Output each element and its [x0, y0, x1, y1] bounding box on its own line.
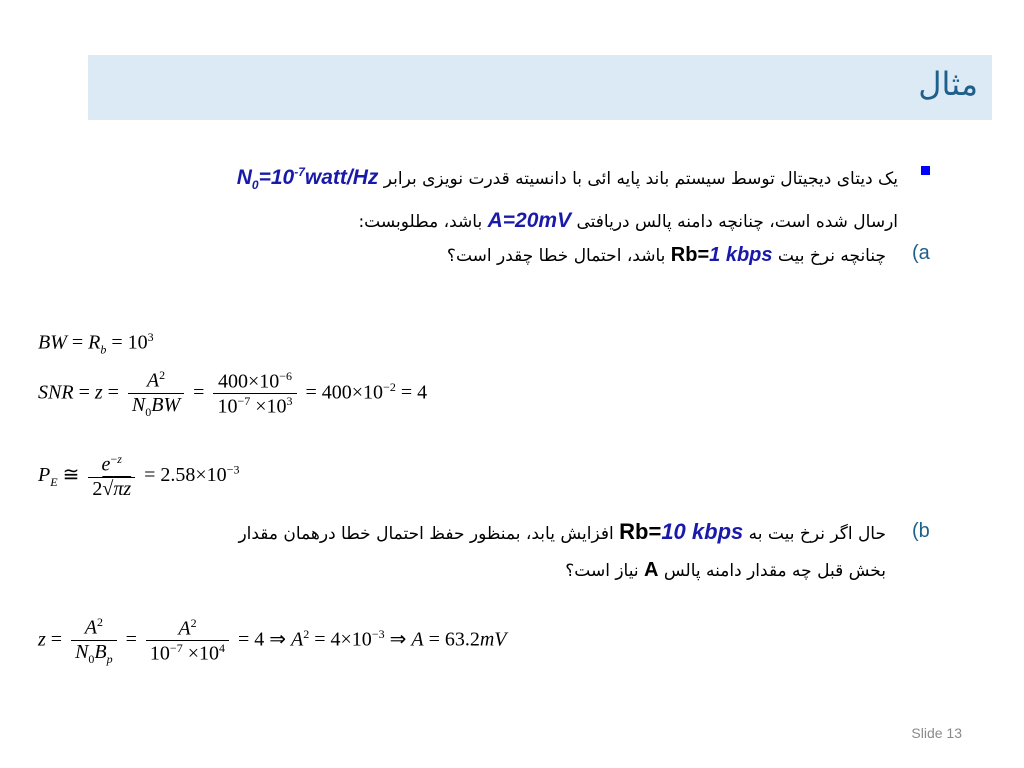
part-b-line-2	[96, 552, 886, 589]
part-b-text-before: حال اگر نرخ بیت به	[748, 524, 886, 544]
equation-bw: BW = $R_b = 10^3$	[38, 330, 154, 357]
part-b-amplitude-var: A	[644, 559, 659, 581]
slide-title: مثال	[918, 65, 978, 103]
part-a-question	[447, 237, 886, 274]
part-b-rate	[619, 519, 744, 544]
problem-line-2-text-a: ارسال شده است، چنانچه دامنه پالس دریافتی	[576, 212, 898, 233]
part-b-rate-value: 10 kbps	[661, 519, 744, 544]
part-a-label: (a	[912, 242, 930, 264]
pe-fraction: $\frac{e^{-z}}{2√\pi z}$	[88, 452, 135, 501]
part-b-text-after: افزایش یابد، بمنظور حفظ احتمال خطا درهمان مقدار	[238, 524, 614, 544]
slide-number: Slide 13	[911, 725, 962, 741]
problem-line-1	[98, 154, 898, 203]
snr-fraction-2: $\frac{400\times 10^{-6}}{10^{-7} \times 10^3}$	[213, 369, 296, 419]
snr-fraction-1: $\frac{A^2}{N_0BW}$	[128, 368, 184, 420]
bullet-marker	[921, 166, 930, 175]
z-fraction-2: $\frac{A^2}{10^{-7} \times 10^4}$	[146, 616, 229, 666]
title-bar	[88, 55, 992, 120]
equation-pe: $P_E$ ≅ $\frac{e^{-z}}{2√\pi z}$ = $2.58\times 10^{-3}$	[38, 452, 240, 500]
part-a-rate-value: 1 kbps	[709, 244, 773, 266]
part-b-line-2-before: بخش قبل چه مقدار دامنه پالس	[663, 561, 886, 581]
equation-snr: SNR = z = $\frac{A^2}{N_0BW}$ = $\frac{400\times 10^{-6}}{10^{-7} \times 10^3}$ = $400\times 10^{-2} = 4$	[38, 368, 428, 419]
problem-line-2	[98, 203, 898, 240]
part-b-rate-prefix: Rb=	[619, 519, 662, 544]
part-b-question	[96, 514, 886, 589]
part-b-line-2-after: نیاز است؟	[565, 561, 639, 581]
problem-statement	[98, 154, 898, 240]
part-a-rate	[671, 246, 773, 266]
part-a-text-before: چنانچه نرخ بیت	[777, 246, 886, 266]
part-b-label: (b	[912, 520, 930, 542]
problem-line-2-text-b: باشد، مطلوبست:	[358, 212, 483, 233]
z-fraction-1: $\frac{A^2}{N_0B_p}$	[71, 615, 117, 667]
amplitude-formula: A=20mV	[487, 209, 572, 233]
noise-density-formula: $N_0=10^{-7}watt/Hz$	[236, 165, 379, 193]
equation-z: z = $\frac{A^2}{N_0B_p}$ = $\frac{A^2}{10^{-7} \times 10^4}$ = 4 ⇒ $A^2 = 4\times 10^{-3}$ ⇒ A = 63.2mV	[38, 615, 507, 666]
part-a-text-after: باشد، احتمال خطا چقدر است؟	[446, 246, 666, 266]
problem-line-1-text: یک دیتای دیجیتال توسط سیستم باند پایه ائی با دانسیته قدرت نویزی برابر	[383, 169, 898, 189]
part-b-line-1	[96, 514, 886, 552]
part-a-rate-prefix: Rb=	[670, 244, 710, 266]
